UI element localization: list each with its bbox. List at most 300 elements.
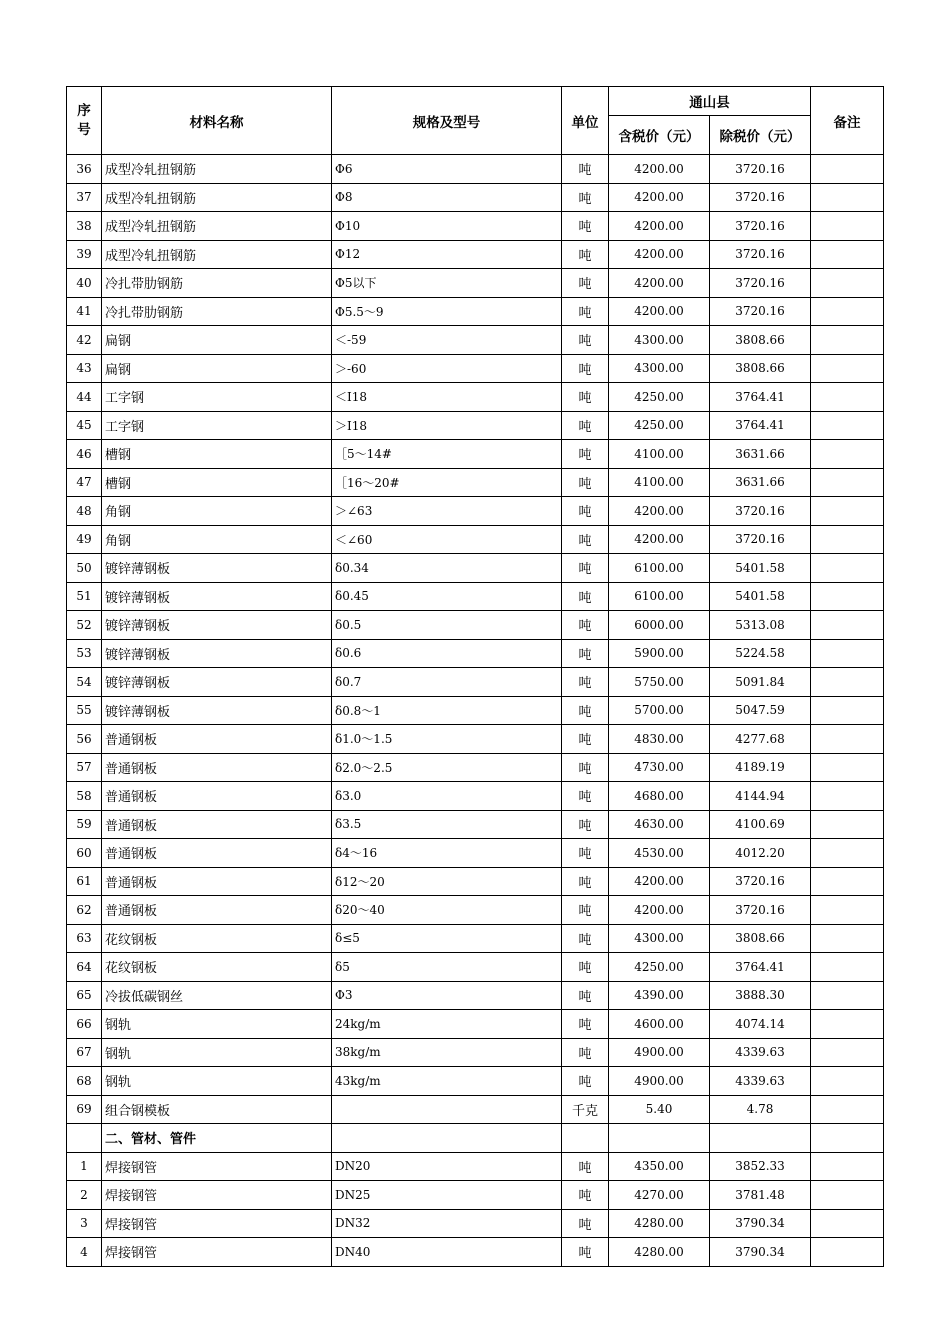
- price-without-tax-cell: 4100.69: [710, 810, 811, 839]
- table-row: [67, 725, 884, 754]
- price-without-tax-cell: 4074.14: [710, 1010, 811, 1039]
- price-without-tax-cell: 5224.58: [710, 639, 811, 668]
- table-row: [67, 354, 884, 383]
- spec-model-cell: δ0.7: [332, 668, 562, 697]
- material-name-cell: 组合钢模板: [102, 1095, 332, 1124]
- table-row: [67, 183, 884, 212]
- unit-cell: 千克: [562, 1095, 609, 1124]
- row-index-cell: 51: [67, 582, 102, 611]
- price-without-tax-cell: [710, 1124, 811, 1153]
- row-index-cell: 48: [67, 497, 102, 526]
- spec-model-cell: Φ8: [332, 183, 562, 212]
- remark-cell: [811, 981, 884, 1010]
- unit-cell: 吨: [562, 953, 609, 982]
- price-with-tax-cell: 5700.00: [609, 696, 710, 725]
- remark-cell: [811, 782, 884, 811]
- remark-cell: [811, 1209, 884, 1238]
- price-without-tax-cell: 5313.08: [710, 611, 811, 640]
- unit-cell: 吨: [562, 440, 609, 469]
- remark-cell: [811, 1181, 884, 1210]
- table-row: [67, 924, 884, 953]
- unit-cell: 吨: [562, 725, 609, 754]
- unit-cell: 吨: [562, 326, 609, 355]
- spec-model-cell: δ0.5: [332, 611, 562, 640]
- material-name-cell: 槽钢: [102, 440, 332, 469]
- remark-cell: [811, 212, 884, 241]
- unit-cell: 吨: [562, 867, 609, 896]
- row-index-cell: 69: [67, 1095, 102, 1124]
- material-name-cell: 镀锌薄钢板: [102, 696, 332, 725]
- remark-cell: [811, 1152, 884, 1181]
- material-name-cell: 工字钢: [102, 383, 332, 412]
- remark-cell: [811, 554, 884, 583]
- remark-cell: [811, 953, 884, 982]
- unit-cell: 吨: [562, 155, 609, 184]
- price-with-tax-cell: 4830.00: [609, 725, 710, 754]
- spec-model-cell: ＞-60: [332, 354, 562, 383]
- material-name-cell: 花纹钢板: [102, 924, 332, 953]
- spec-model-cell: DN20: [332, 1152, 562, 1181]
- material-name-cell: 冷扎带肋钢筋: [102, 269, 332, 298]
- spec-model-cell: [332, 1095, 562, 1124]
- remark-cell: [811, 639, 884, 668]
- price-without-tax-cell: 3720.16: [710, 497, 811, 526]
- spec-model-cell: δ5: [332, 953, 562, 982]
- price-with-tax-cell: 4100.00: [609, 440, 710, 469]
- price-with-tax-cell: 4250.00: [609, 411, 710, 440]
- price-with-tax-cell: 4200.00: [609, 896, 710, 925]
- spec-model-cell: δ0.6: [332, 639, 562, 668]
- unit-cell: 吨: [562, 297, 609, 326]
- row-index-cell: 2: [67, 1181, 102, 1210]
- remark-cell: [811, 668, 884, 697]
- material-name-cell: 角钢: [102, 497, 332, 526]
- price-with-tax-cell: 4300.00: [609, 924, 710, 953]
- material-name-cell: 普通钢板: [102, 753, 332, 782]
- unit-cell: 吨: [562, 582, 609, 611]
- table-row: [67, 639, 884, 668]
- spec-model-cell: DN32: [332, 1209, 562, 1238]
- material-name-cell: 成型冷轧扭钢筋: [102, 240, 332, 269]
- price-without-tax-cell: 4012.20: [710, 839, 811, 868]
- price-with-tax-cell: 6100.00: [609, 554, 710, 583]
- price-with-tax-cell: 4200.00: [609, 525, 710, 554]
- row-index-cell: 54: [67, 668, 102, 697]
- spec-model-cell: δ≤5: [332, 924, 562, 953]
- remark-cell: [811, 354, 884, 383]
- remarks-header: 备注: [811, 87, 884, 155]
- price-without-tax-cell: 3808.66: [710, 924, 811, 953]
- row-index-cell: 59: [67, 810, 102, 839]
- price-with-tax-cell: 4300.00: [609, 354, 710, 383]
- material-name-cell: 成型冷轧扭钢筋: [102, 155, 332, 184]
- price-without-tax-cell: 3720.16: [710, 525, 811, 554]
- table-row: [67, 696, 884, 725]
- row-index-cell: 4: [67, 1238, 102, 1267]
- remark-cell: [811, 1095, 884, 1124]
- remark-cell: [811, 326, 884, 355]
- price-with-tax-cell: 4280.00: [609, 1238, 710, 1267]
- material-name-cell: 钢轨: [102, 1038, 332, 1067]
- unit-cell: 吨: [562, 1067, 609, 1096]
- spec-header: 规格及型号: [332, 87, 562, 155]
- price-with-tax-cell: 4250.00: [609, 953, 710, 982]
- remark-cell: [811, 155, 884, 184]
- remark-cell: [811, 525, 884, 554]
- table-row: [67, 953, 884, 982]
- spec-model-cell: δ3.0: [332, 782, 562, 811]
- unit-cell: 吨: [562, 981, 609, 1010]
- price-without-tax-cell: 3790.34: [710, 1209, 811, 1238]
- table-row: [67, 440, 884, 469]
- price-without-tax-cell: 3631.66: [710, 468, 811, 497]
- price-without-tax-cell: 3720.16: [710, 896, 811, 925]
- material-name-cell: 角钢: [102, 525, 332, 554]
- row-index-cell: 39: [67, 240, 102, 269]
- material-name-cell: 二、管材、管件: [102, 1124, 332, 1153]
- unit-cell: 吨: [562, 611, 609, 640]
- price-without-tax-cell: 5047.59: [710, 696, 811, 725]
- table-row: [67, 525, 884, 554]
- table-row: [67, 155, 884, 184]
- price-without-tax-cell: 3764.41: [710, 953, 811, 982]
- price-without-tax-cell: 3720.16: [710, 240, 811, 269]
- price-table: [66, 86, 884, 1267]
- row-index-cell: 55: [67, 696, 102, 725]
- remark-cell: [811, 269, 884, 298]
- price-without-tax-cell: 3720.16: [710, 297, 811, 326]
- table-row: [67, 668, 884, 697]
- material-name-cell: 普通钢板: [102, 725, 332, 754]
- table-row: [67, 753, 884, 782]
- price-with-tax-cell: 4200.00: [609, 497, 710, 526]
- row-index-cell: 42: [67, 326, 102, 355]
- remark-cell: [811, 183, 884, 212]
- spec-model-cell: δ20～40: [332, 896, 562, 925]
- row-index-cell: 58: [67, 782, 102, 811]
- unit-cell: 吨: [562, 525, 609, 554]
- row-index-cell: 57: [67, 753, 102, 782]
- spec-model-cell: Φ10: [332, 212, 562, 241]
- spec-model-cell: δ0.34: [332, 554, 562, 583]
- price-without-tax-cell: 3808.66: [710, 326, 811, 355]
- name-header: 材料名称: [102, 87, 332, 155]
- unit-cell: 吨: [562, 810, 609, 839]
- price-without-tax-cell: 3764.41: [710, 411, 811, 440]
- price-with-tax-cell: 5750.00: [609, 668, 710, 697]
- remark-cell: [811, 383, 884, 412]
- table-row: [67, 240, 884, 269]
- material-name-cell: 钢轨: [102, 1010, 332, 1039]
- spec-model-cell: δ1.0～1.5: [332, 725, 562, 754]
- spec-model-cell: Φ5.5～9: [332, 297, 562, 326]
- row-index-cell: 68: [67, 1067, 102, 1096]
- remark-cell: [811, 867, 884, 896]
- table-row: [67, 269, 884, 298]
- table-row: [67, 1209, 884, 1238]
- index-header: [67, 87, 102, 155]
- table-header: [67, 87, 884, 155]
- material-name-cell: 扁钢: [102, 326, 332, 355]
- spec-model-cell: DN25: [332, 1181, 562, 1210]
- price-with-tax-cell: 6100.00: [609, 582, 710, 611]
- material-name-cell: 冷拔低碳钢丝: [102, 981, 332, 1010]
- unit-cell: 吨: [562, 354, 609, 383]
- unit-cell: 吨: [562, 1238, 609, 1267]
- row-index-cell: 67: [67, 1038, 102, 1067]
- price-with-tax-cell: 4200.00: [609, 240, 710, 269]
- remark-cell: [811, 896, 884, 925]
- remark-cell: [811, 1010, 884, 1039]
- unit-cell: 吨: [562, 896, 609, 925]
- material-name-cell: 槽钢: [102, 468, 332, 497]
- row-index-cell: 46: [67, 440, 102, 469]
- price-with-tax-cell: 4270.00: [609, 1181, 710, 1210]
- row-index-cell: 50: [67, 554, 102, 583]
- remark-cell: [811, 696, 884, 725]
- row-index-cell: 47: [67, 468, 102, 497]
- price-with-tax-cell: 4200.00: [609, 183, 710, 212]
- price-without-tax-cell: 3888.30: [710, 981, 811, 1010]
- row-index-cell: 66: [67, 1010, 102, 1039]
- table-row: [67, 554, 884, 583]
- price-with-tax-cell: 4300.00: [609, 326, 710, 355]
- spec-model-cell: 38kg/m: [332, 1038, 562, 1067]
- spec-model-cell: δ0.8～1: [332, 696, 562, 725]
- row-index-cell: 45: [67, 411, 102, 440]
- price-without-tax-cell: 3764.41: [710, 383, 811, 412]
- row-index-cell: 49: [67, 525, 102, 554]
- table-row: [67, 383, 884, 412]
- row-index-cell: 41: [67, 297, 102, 326]
- unit-cell: 吨: [562, 1038, 609, 1067]
- price-without-tax-cell: 4144.94: [710, 782, 811, 811]
- row-index-cell: 36: [67, 155, 102, 184]
- spec-model-cell: ［16～20#: [332, 468, 562, 497]
- unit-cell: 吨: [562, 468, 609, 497]
- price-without-tax-cell: 4.78: [710, 1095, 811, 1124]
- spec-model-cell: ［5～14#: [332, 440, 562, 469]
- unit-cell: 吨: [562, 212, 609, 241]
- remark-cell: [811, 725, 884, 754]
- unit-cell: 吨: [562, 696, 609, 725]
- unit-cell: 吨: [562, 411, 609, 440]
- price-with-tax-cell: 4680.00: [609, 782, 710, 811]
- table-row: [67, 839, 884, 868]
- spec-model-cell: Φ6: [332, 155, 562, 184]
- table-row: [67, 896, 884, 925]
- material-name-cell: 焊接钢管: [102, 1181, 332, 1210]
- material-name-cell: 普通钢板: [102, 839, 332, 868]
- row-index-cell: 65: [67, 981, 102, 1010]
- row-index-cell: 3: [67, 1209, 102, 1238]
- row-index-cell: 40: [67, 269, 102, 298]
- spec-model-cell: δ4～16: [332, 839, 562, 868]
- table-row: [67, 411, 884, 440]
- price-with-tax-cell: 4390.00: [609, 981, 710, 1010]
- material-name-cell: 焊接钢管: [102, 1238, 332, 1267]
- unit-cell: 吨: [562, 1209, 609, 1238]
- unit-cell: 吨: [562, 753, 609, 782]
- material-name-cell: 普通钢板: [102, 867, 332, 896]
- row-index-cell: 56: [67, 725, 102, 754]
- price-without-tax-cell: 5401.58: [710, 554, 811, 583]
- row-index-cell: 38: [67, 212, 102, 241]
- material-name-cell: 普通钢板: [102, 810, 332, 839]
- unit-cell: 吨: [562, 1152, 609, 1181]
- price-with-tax-cell: 4600.00: [609, 1010, 710, 1039]
- price-with-tax-cell: 5900.00: [609, 639, 710, 668]
- row-index-cell: 63: [67, 924, 102, 953]
- table-row: [67, 867, 884, 896]
- material-name-cell: 镀锌薄钢板: [102, 582, 332, 611]
- price-with-tax-cell: 5.40: [609, 1095, 710, 1124]
- spec-model-cell: Φ5以下: [332, 269, 562, 298]
- spec-model-cell: DN40: [332, 1238, 562, 1267]
- unit-cell: 吨: [562, 269, 609, 298]
- table-row: [67, 1238, 884, 1267]
- price-with-tax-cell: 4200.00: [609, 269, 710, 298]
- remark-cell: [811, 468, 884, 497]
- row-index-cell: [67, 1124, 102, 1153]
- material-name-cell: 镀锌薄钢板: [102, 639, 332, 668]
- material-name-cell: 工字钢: [102, 411, 332, 440]
- row-index-cell: 1: [67, 1152, 102, 1181]
- unit-cell: 吨: [562, 782, 609, 811]
- unit-cell: 吨: [562, 497, 609, 526]
- price-with-tax-cell: 4100.00: [609, 468, 710, 497]
- price-with-tax-cell: 4200.00: [609, 297, 710, 326]
- price-with-tax-cell: 4900.00: [609, 1038, 710, 1067]
- material-name-cell: 冷扎带肋钢筋: [102, 297, 332, 326]
- row-index-cell: 37: [67, 183, 102, 212]
- price-with-tax-cell: 4200.00: [609, 212, 710, 241]
- table-row: [67, 1067, 884, 1096]
- remark-cell: [811, 1124, 884, 1153]
- unit-cell: 吨: [562, 1010, 609, 1039]
- unit-cell: 吨: [562, 383, 609, 412]
- table-row: [67, 810, 884, 839]
- spec-model-cell: Φ3: [332, 981, 562, 1010]
- price-with-tax-header: 含税价（元）: [609, 116, 710, 155]
- remark-cell: [811, 240, 884, 269]
- price-without-tax-cell: 4277.68: [710, 725, 811, 754]
- table-row: [67, 981, 884, 1010]
- material-name-cell: 镀锌薄钢板: [102, 611, 332, 640]
- spec-model-cell: 43kg/m: [332, 1067, 562, 1096]
- price-without-tax-cell: 3720.16: [710, 212, 811, 241]
- remark-cell: [811, 611, 884, 640]
- spec-model-cell: δ2.0～2.5: [332, 753, 562, 782]
- index-header-label: 序 号: [77, 102, 91, 138]
- table-row: [67, 611, 884, 640]
- row-index-cell: 61: [67, 867, 102, 896]
- price-without-tax-cell: 4189.19: [710, 753, 811, 782]
- spec-model-cell: δ0.45: [332, 582, 562, 611]
- remark-cell: [811, 924, 884, 953]
- price-without-tax-cell: 5091.84: [710, 668, 811, 697]
- remark-cell: [811, 810, 884, 839]
- unit-cell: [562, 1124, 609, 1153]
- material-name-cell: 普通钢板: [102, 896, 332, 925]
- material-name-cell: 镀锌薄钢板: [102, 668, 332, 697]
- spec-model-cell: 24kg/m: [332, 1010, 562, 1039]
- remark-cell: [811, 1067, 884, 1096]
- table-row: [67, 1152, 884, 1181]
- price-without-tax-cell: 5401.58: [710, 582, 811, 611]
- price-with-tax-cell: 4280.00: [609, 1209, 710, 1238]
- remark-cell: [811, 411, 884, 440]
- table-body: [67, 155, 884, 1267]
- material-name-cell: 成型冷轧扭钢筋: [102, 183, 332, 212]
- price-with-tax-cell: 4730.00: [609, 753, 710, 782]
- table-row: [67, 582, 884, 611]
- price-with-tax-cell: 4250.00: [609, 383, 710, 412]
- remark-cell: [811, 582, 884, 611]
- price-with-tax-cell: 4350.00: [609, 1152, 710, 1181]
- price-without-tax-cell: 3631.66: [710, 440, 811, 469]
- unit-cell: 吨: [562, 639, 609, 668]
- price-without-tax-cell: 3720.16: [710, 155, 811, 184]
- price-without-tax-cell: 4339.63: [710, 1038, 811, 1067]
- row-index-cell: 60: [67, 839, 102, 868]
- spec-model-cell: ＜Ⅰ18: [332, 383, 562, 412]
- price-with-tax-cell: [609, 1124, 710, 1153]
- remark-cell: [811, 1238, 884, 1267]
- price-with-tax-cell: 4200.00: [609, 155, 710, 184]
- region-header: 通山县: [609, 87, 811, 116]
- material-name-cell: 花纹钢板: [102, 953, 332, 982]
- unit-cell: 吨: [562, 183, 609, 212]
- material-name-cell: 焊接钢管: [102, 1209, 332, 1238]
- spec-model-cell: δ12～20: [332, 867, 562, 896]
- material-name-cell: 镀锌薄钢板: [102, 554, 332, 583]
- unit-header: 单位: [562, 87, 609, 155]
- table-row: [67, 782, 884, 811]
- table-row: [67, 326, 884, 355]
- price-with-tax-cell: 4900.00: [609, 1067, 710, 1096]
- remark-cell: [811, 440, 884, 469]
- price-without-tax-cell: 3720.16: [710, 867, 811, 896]
- table-row: [67, 497, 884, 526]
- spec-model-cell: δ3.5: [332, 810, 562, 839]
- price-without-tax-cell: 3790.34: [710, 1238, 811, 1267]
- remark-cell: [811, 1038, 884, 1067]
- spec-model-cell: ＞∠63: [332, 497, 562, 526]
- unit-cell: 吨: [562, 924, 609, 953]
- price-with-tax-cell: 4530.00: [609, 839, 710, 868]
- spec-model-cell: ＞Ⅰ18: [332, 411, 562, 440]
- material-name-cell: 焊接钢管: [102, 1152, 332, 1181]
- remark-cell: [811, 297, 884, 326]
- row-index-cell: 62: [67, 896, 102, 925]
- price-without-tax-cell: 3808.66: [710, 354, 811, 383]
- table-row: [67, 212, 884, 241]
- section-row: [67, 1124, 884, 1153]
- unit-cell: 吨: [562, 240, 609, 269]
- remark-cell: [811, 753, 884, 782]
- row-index-cell: 53: [67, 639, 102, 668]
- table-row: [67, 1038, 884, 1067]
- row-index-cell: 52: [67, 611, 102, 640]
- price-without-tax-cell: 3852.33: [710, 1152, 811, 1181]
- unit-cell: 吨: [562, 668, 609, 697]
- price-without-tax-cell: 3720.16: [710, 183, 811, 212]
- price-without-tax-cell: 3720.16: [710, 269, 811, 298]
- price-without-tax-cell: 3781.48: [710, 1181, 811, 1210]
- price-without-tax-header: 除税价（元）: [710, 116, 811, 155]
- table-row: [67, 1010, 884, 1039]
